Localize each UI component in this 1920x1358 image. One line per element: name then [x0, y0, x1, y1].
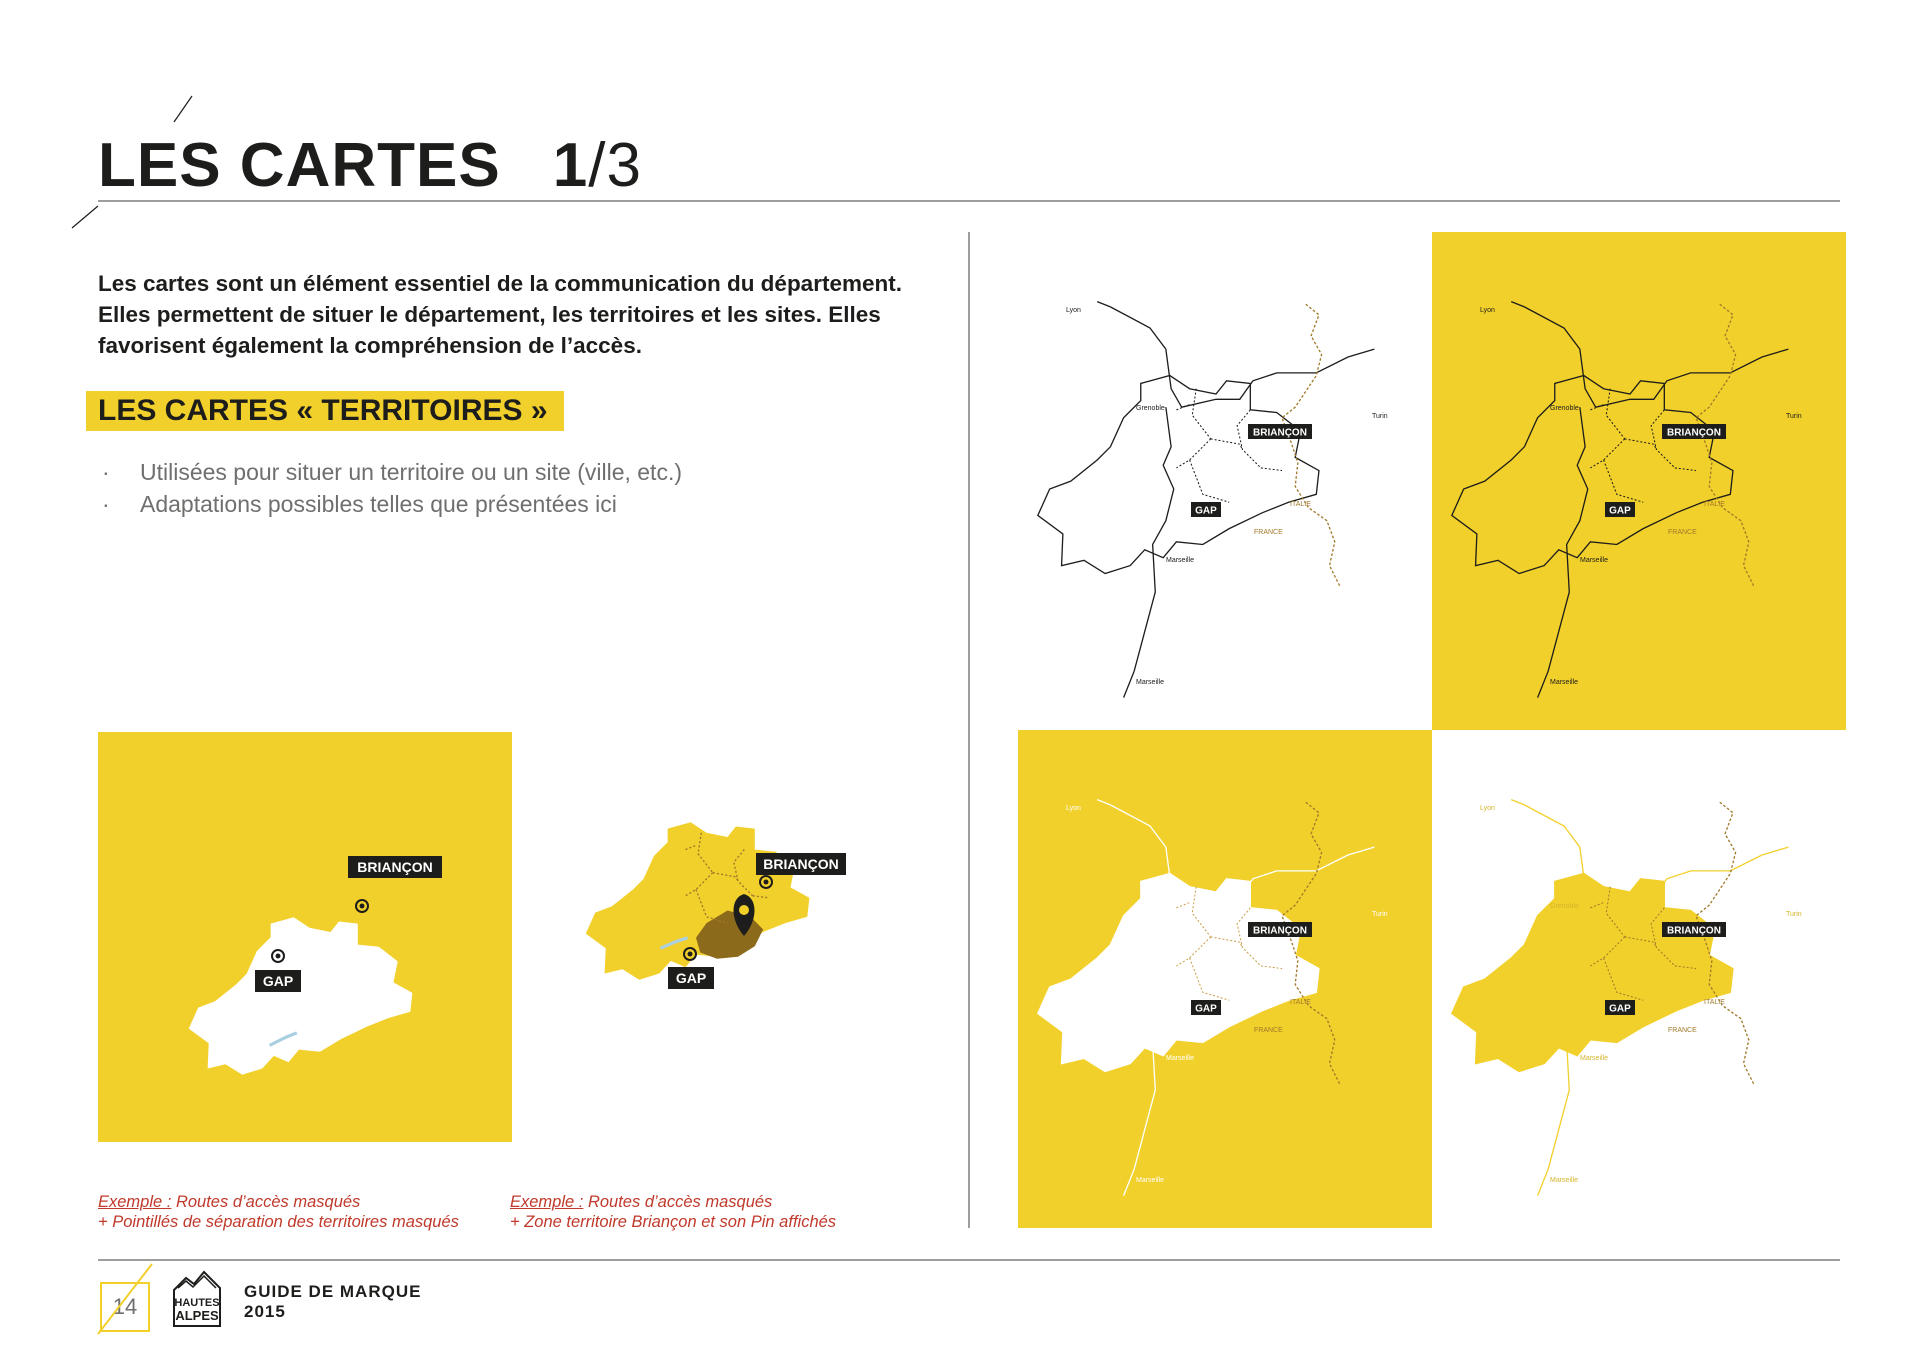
turin-label: Turin: [1372, 413, 1388, 420]
france-label: FRANCE: [1668, 1027, 1697, 1034]
briancon-label: BRIANÇON: [1667, 925, 1721, 937]
map-panel-yellow-lines: [1432, 232, 1846, 730]
briancon-label: BRIANÇON: [1253, 427, 1307, 439]
gap-label: GAP: [1609, 1003, 1631, 1015]
regional-map: [1018, 232, 1432, 730]
department-map: [580, 810, 870, 1020]
marseille-label: Marseille: [1550, 679, 1579, 686]
list-item: [98, 488, 682, 520]
marseille-label: Marseille: [1166, 1055, 1195, 1062]
caption-line: + Pointillés de séparation des territoires masqués: [98, 1213, 459, 1231]
corner-slash-decoration: [70, 94, 210, 234]
gap-label: GAP: [1195, 1003, 1217, 1015]
marseille-label: Marseille: [1136, 1177, 1165, 1184]
department-map: [98, 732, 512, 1142]
footer-guide-title: [244, 1282, 421, 1322]
grenoble-label: Grenoble: [1136, 405, 1165, 412]
guide-title: GUIDE DE MARQUE: [244, 1282, 422, 1301]
lyon-label: Lyon: [1480, 805, 1495, 812]
bullet-icon: ·: [102, 491, 110, 517]
map-panel-yellow-white: [98, 732, 512, 1142]
page-number-slash-decoration: [94, 1262, 158, 1338]
italie-label: ITALIE: [1704, 501, 1725, 508]
grenoble-label: Grenoble: [1136, 903, 1165, 910]
caption-line: + Zone territoire Briançon et son Pin affichés: [510, 1213, 837, 1231]
page-title: LES CARTES 1/3: [98, 131, 642, 200]
marseille-label: Marseille: [1166, 557, 1195, 564]
regional-map: [1432, 730, 1846, 1228]
lyon-label: Lyon: [1480, 307, 1495, 314]
gap-label: GAP: [675, 970, 707, 986]
caption-exemple: Exemple :: [98, 1193, 172, 1211]
intro-paragraph: Les cartes sont un élément essentiel de la communication du département. Elles permettent de situer le département, les territoires et les sites. Elles favorisent également la compréhension de l’accès.: [98, 271, 902, 358]
briancon-label: BRIANÇON: [1667, 427, 1721, 439]
bullet-text: Adaptations possibles telles que présentées ici: [140, 491, 617, 517]
bullet-icon: ·: [102, 459, 110, 485]
hautes-alpes-logo: [168, 1268, 226, 1330]
grenoble-label: Grenoble: [1550, 405, 1579, 412]
logo-text: ALPES: [175, 1308, 219, 1323]
marseille-label: Marseille: [1580, 557, 1609, 564]
france-label: FRANCE: [1254, 1027, 1283, 1034]
france-label: FRANCE: [1668, 529, 1697, 536]
caption-line: Routes d’accès masqués: [171, 1193, 361, 1211]
map-panel-white-yellow-dept: [1432, 730, 1846, 1228]
caption-left: [98, 1192, 459, 1232]
section-heading: LES CARTES « TERRITOIRES »: [86, 391, 564, 431]
france-label: FRANCE: [1254, 529, 1283, 536]
marseille-label: Marseille: [1136, 679, 1165, 686]
page-number: 14: [100, 1282, 150, 1332]
gap-label: GAP: [1195, 505, 1217, 517]
gap-label: GAP: [262, 973, 294, 989]
marseille-label: Marseille: [1580, 1055, 1609, 1062]
footer-divider: [98, 1259, 1840, 1261]
italie-label: ITALIE: [1290, 999, 1311, 1006]
gap-label: GAP: [1609, 505, 1631, 517]
italie-label: ITALIE: [1290, 501, 1311, 508]
list-item: [98, 456, 682, 488]
briancon-label: BRIANÇON: [763, 856, 839, 872]
marseille-label: Marseille: [1550, 1177, 1579, 1184]
grenoble-label: Grenoble: [1550, 903, 1579, 910]
regional-map: [1432, 232, 1846, 730]
turin-label: Turin: [1786, 413, 1802, 420]
turin-label: Turin: [1372, 911, 1388, 918]
bullet-text: Utilisées pour situer un territoire ou un site (ville, etc.): [140, 459, 682, 485]
caption-exemple: Exemple :: [510, 1193, 584, 1211]
briancon-label: BRIANÇON: [1253, 925, 1307, 937]
map-panel-white-lines: [1018, 232, 1432, 730]
map-panel-yellow-white-dept: [1018, 730, 1432, 1228]
caption-right: [510, 1192, 836, 1232]
logo-text: HAUTES: [174, 1297, 220, 1309]
caption-line: Routes d’accès masqués: [583, 1193, 773, 1211]
lyon-label: Lyon: [1066, 307, 1081, 314]
turin-label: Turin: [1786, 911, 1802, 918]
map-panel-highlighted-territory: [580, 810, 870, 1020]
lyon-label: Lyon: [1066, 805, 1081, 812]
regional-map: [1018, 730, 1432, 1228]
italie-label: ITALIE: [1704, 999, 1725, 1006]
bullet-list: [98, 456, 682, 520]
briancon-label: BRIANÇON: [357, 859, 433, 875]
column-divider: [968, 232, 970, 1228]
guide-year: 2015: [244, 1302, 286, 1321]
header-divider: [98, 200, 1840, 202]
